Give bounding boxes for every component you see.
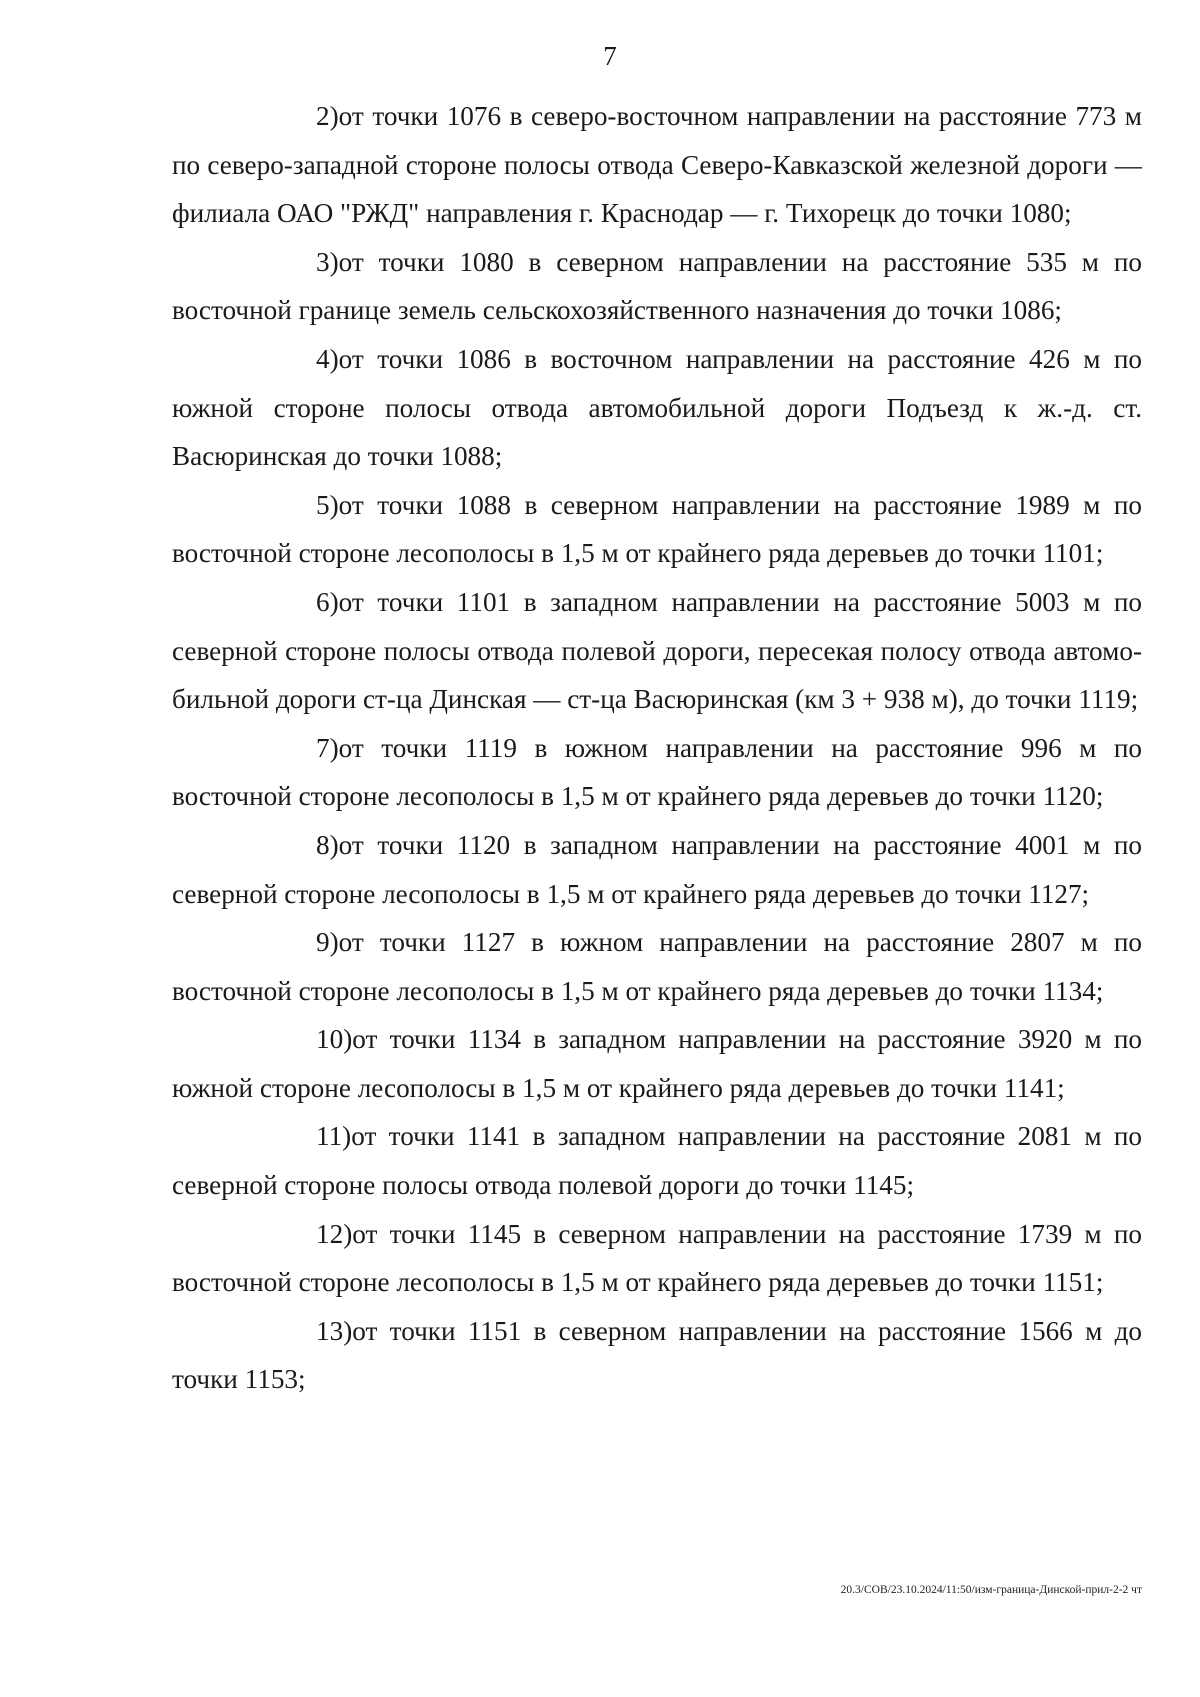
item-text: от точки 1120 в западном направлении на расстояние 4001 м по северной стороне лесополосы в 1,5 м от крайнего ряда деревьев до точки 1127;: [172, 829, 1142, 909]
list-item: [172, 335, 1142, 481]
item-text: от точки 1101 в западном направлении на расстояние 5003 м по северной стороне полосы отвода полевой дороги, пересекая полосу отвода автомобильной дороги ст-ца Динская — ст-ца Васюринская (км 3 + 938 м), до точки 1119;: [172, 586, 1142, 715]
list-item: [172, 92, 1142, 238]
list-item: [172, 821, 1142, 918]
item-text: от точки 1141 в западном направлении на расстояние 2081 м по северной стороне полосы отвода полевой дороги до точки 1145;: [172, 1121, 1142, 1201]
list-item: [172, 918, 1142, 1015]
list-item: [172, 238, 1142, 335]
item-number: 7): [316, 732, 339, 763]
document-footer-code: 20.3/СОВ/23.10.2024/11:50/изм-граница-Динской-прил-2-2 чт: [840, 1584, 1142, 1596]
item-number: 8): [316, 829, 339, 860]
item-text: от точки 1151 в северном направлении на расстояние 1566 м до точки 1153;: [172, 1315, 1142, 1395]
item-text: от точки 1119 в южном направлении на расстояние 996 м по восточной стороне лесополосы в 1,5 м от крайнего ряда деревьев до точки 1120;: [172, 732, 1142, 812]
item-number: 9): [316, 927, 339, 958]
item-number: 10): [316, 1024, 353, 1055]
page-number: 7: [603, 41, 617, 71]
list-item: [172, 1112, 1142, 1209]
item-number: 5): [316, 489, 339, 520]
item-number: 6): [316, 586, 339, 617]
item-text: от точки 1134 в западном направлении на расстояние 3920 м по южной стороне лесополосы в 1,5 м от крайнего ряда деревьев до точки 1141;: [172, 1024, 1142, 1103]
item-number: 11): [316, 1121, 352, 1152]
item-number: 12): [316, 1218, 353, 1249]
item-number: 2): [316, 101, 339, 131]
list-item: [172, 1210, 1142, 1307]
item-text: от точки 1127 в южном направлении на расстояние 2807 м по восточной стороне лесополосы в 1,5 м от крайнего ряда деревьев до точки 1134;: [172, 927, 1142, 1006]
list-item: [172, 481, 1142, 578]
list-item: [172, 578, 1142, 724]
item-text: от точки 1145 в северном направлении на расстояние 1739 м по восточной стороне лесополосы в 1,5 м от крайнего ряда деревьев до точки 1151;: [172, 1218, 1142, 1298]
item-number: 13): [316, 1315, 353, 1346]
item-text: от точки 1086 в восточном направлении на расстояние 426 м по южной стороне полосы отвода автомобильной дороги Подъезд к ж.-д. ст. Васюринская до точки 1088;: [172, 343, 1142, 472]
item-text: от точки 1076 в северо-восточном направлении на расстояние 773 м по северо-западной стороне полосы отвода Северо-Кавказской железной дороги — филиала ОАО "РЖД" направления г. Краснодар — г. Тихорецк до точки 1080;: [172, 101, 1142, 229]
boundary-description-list: [172, 92, 1142, 1404]
item-number: 3): [316, 246, 339, 277]
item-text: от точки 1088 в северном направлении на расстояние 1989 м по восточной стороне лесополосы в 1,5 м от крайнего ряда деревьев до точки 1101;: [172, 489, 1142, 569]
list-item: [172, 1307, 1142, 1404]
list-item: [172, 1015, 1142, 1112]
list-item: [172, 724, 1142, 821]
item-number: 4): [316, 343, 339, 374]
item-text: от точки 1080 в северном направлении на расстояние 535 м по восточной границе земель сельскохозяйственного назначения до точки 1086;: [172, 246, 1142, 326]
